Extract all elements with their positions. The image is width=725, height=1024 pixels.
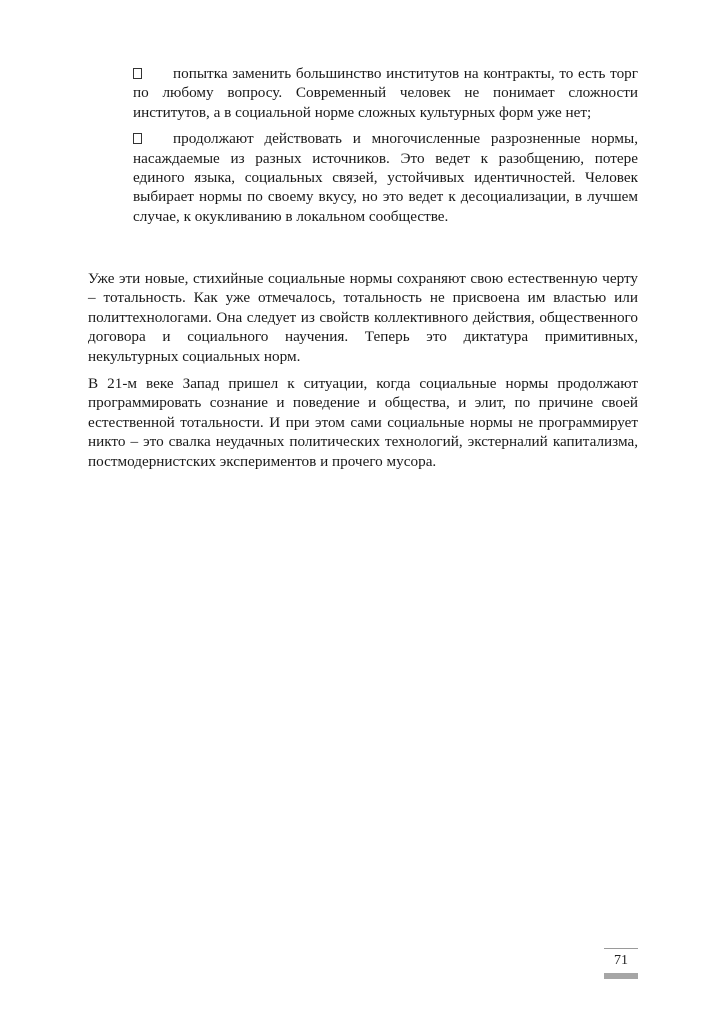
bullet-list bbox=[133, 64, 638, 233]
bullet-text: продолжают действовать и многочисленные разрозненные нормы, насаждаемые из разных источников. Это ведет к разобщению, потере единого языка, социальных связей, устойчивых идентичностей. Человек выбирает нормы по своему вкусу, но это ведет к десоциализации, в лучшем случае, к окукливанию в локальном сообществе. bbox=[133, 130, 638, 225]
bullet-item bbox=[133, 129, 638, 226]
body-text bbox=[88, 269, 638, 479]
paragraph: Уже эти новые, стихийные социальные нормы сохраняют свою естественную черту – тотальность. Как уже отмечалось, тотальность не присвоена им властью или политтехнологами. Она следует из свойств коллективного действия, общественного договора и социального научения. Теперь это диктатура примитивных, некультурных социальных норм. bbox=[88, 270, 638, 365]
bullet-text: попытка заменить большинство институтов на контракты, то есть торг по любому вопросу. Современный человек не понимает сложности институтов, а в социальной норме сложных культурных форм уже нет; bbox=[133, 65, 638, 121]
bullet-item bbox=[133, 64, 638, 122]
page-number-bar bbox=[604, 973, 638, 979]
paragraph: В 21-м веке Запад пришел к ситуации, когда социальные нормы продолжают программировать сознание и поведение и общества, и элит, по причине своей естественной тотальности. И при этом сами социальные нормы не программирует никто – это свалка неудачных политических технологий, экстерналий капитализма, постмодернистских экспериментов и прочего мусора. bbox=[88, 375, 638, 470]
bullet-square-icon bbox=[133, 133, 142, 144]
page-number: 71 bbox=[614, 953, 628, 968]
page-number-rule-top bbox=[604, 948, 638, 949]
bullet-square-icon bbox=[133, 68, 142, 79]
